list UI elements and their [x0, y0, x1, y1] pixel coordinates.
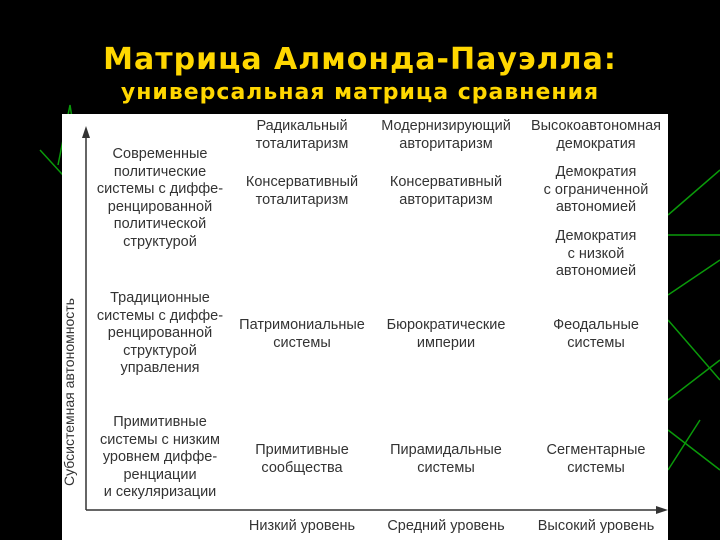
cell-pyramidal-systems: Пирамидальные системы	[390, 442, 502, 476]
cell-low-autonomy-democracy: Демократия с низкой автономией	[555, 228, 637, 279]
slide-subtitle: универсальная матрица сравнения	[120, 80, 600, 105]
cell-conservative-totalitarianism: Консервативный тоталитаризм	[245, 174, 359, 208]
cell-high-autonomy-democracy: Высокоавтономная демократия	[530, 118, 662, 152]
row-header-primitive: Примитивные системы с низким уровнем диффе- ренциации и секуляризации	[99, 414, 220, 500]
cell-primitive-communities: Примитивные сообщества	[255, 442, 349, 476]
cell-segmentary-systems: Сегментарные системы	[546, 442, 646, 476]
cell-conservative-authoritarianism: Консервативный авторитаризм	[389, 174, 503, 208]
cell-bureaucratic-empires: Бюрократические империи	[386, 317, 506, 351]
row-header-modern: Современные политические системы с диффе- ренцированной политической структурой	[96, 146, 224, 250]
matrix-panel: Субсистемная автономность Современные политические системы с диффе- ренцированной политической структурой Традиционные системы с диффе- ренцированной структурой управления Примитивные системы с низким уровнем диффе- ренциации и секуляризации Радикальный тоталитаризм Модернизирующий авторитаризм Высокоавтономная демократия Консервативный тоталитаризм Консервативный авторитаризм Демократия с ограниченной автономией Демократия с низкой автономией Патримониальные системы Бюрократические империи Феодальные системы Примитивные сообщества Пирамидальные системы Сегментарные системы Низкий уровень Средний уровень Высокий уровень	[62, 114, 668, 540]
row-header-traditional: Традиционные системы с диффе- ренцированной структурой управления	[96, 290, 224, 376]
cell-limited-autonomy-democracy: Демократия с ограниченной автономией	[543, 164, 649, 215]
cell-feudal-systems: Феодальные системы	[553, 317, 639, 351]
cell-radical-totalitarianism: Радикальный тоталитаризм	[255, 118, 349, 152]
cell-patrimonial-systems: Патримониальные системы	[239, 317, 365, 351]
x-label-high: Высокий уровень	[537, 518, 655, 534]
slide-title: Матрица Алмонда-Пауэлла:	[103, 42, 617, 77]
x-label-low: Низкий уровень	[248, 518, 356, 534]
cell-modernizing-authoritarianism: Модернизирующий авторитаризм	[381, 118, 511, 152]
x-label-medium: Средний уровень	[387, 518, 505, 534]
